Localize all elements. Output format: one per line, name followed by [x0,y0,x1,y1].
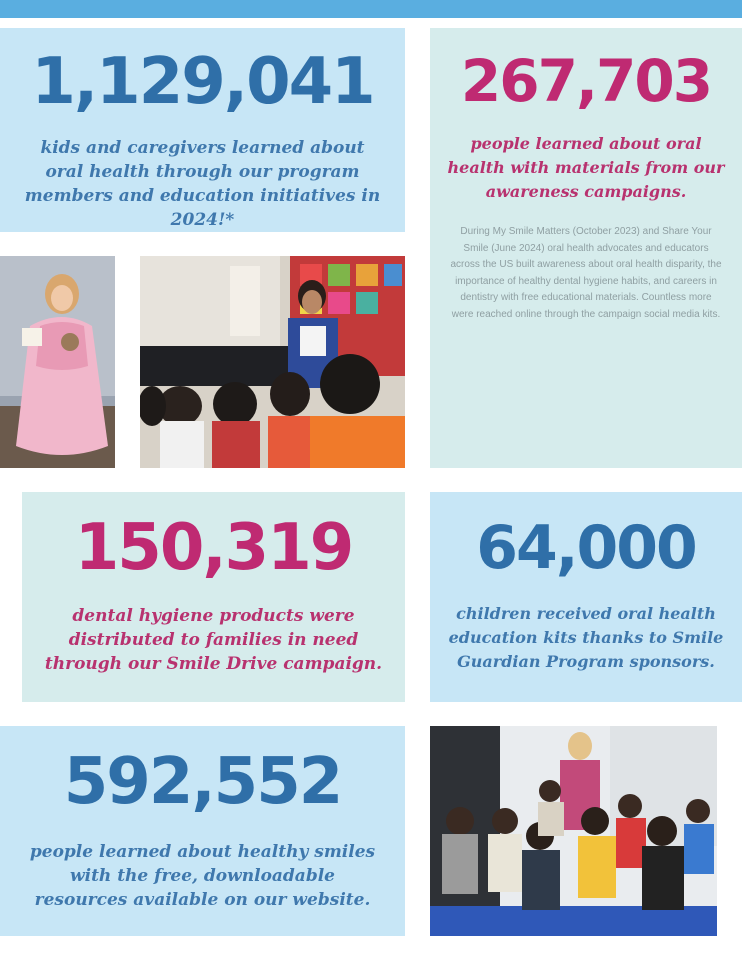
stat-card-kids [0,28,405,232]
stat-number-awareness: 267,703 [460,47,712,115]
stat-card-awareness [430,28,742,468]
stat-caption-products: dental hygiene products were distributed to families in need through our Smile Drive campaign. [44,606,383,674]
stat-caption-website: people learned about healthy smiles with the free, downloadable resources available on our website. [29,842,376,910]
stat-caption-kits: children received oral health education kits thanks to Smile Guardian Program sponsors. [448,604,724,671]
stat-number-kids: 1,129,041 [31,45,374,119]
stat-caption-kids: kids and caregivers learned about oral health through our program members and education initiatives in 2024!* [24,138,381,230]
stat-card-kits [430,492,742,702]
stat-number-products: 150,319 [74,511,353,585]
photo-classroom-teacher [140,256,405,468]
stat-caption-awareness: people learned about oral health with materials from our awareness campaigns. [447,134,725,201]
photo-tooth-fairy-girl [0,256,115,468]
stat-card-website [0,726,405,936]
stat-number-website: 592,552 [63,745,342,819]
stat-card-products [22,492,405,702]
awareness-body-text: During My Smile Matters (October 2023) and Share Your Smile (June 2024) oral health advocates and educators across the US built awareness about oral health disparity, the importance of healthy dental hygiene habits, and careers in dentistry with free educational materials. Countless more were reached online through the campaign social media kits. [450,226,722,320]
stat-number-kits: 64,000 [476,513,696,583]
top-accent-bar [0,0,742,18]
photo-children-group [430,726,717,936]
